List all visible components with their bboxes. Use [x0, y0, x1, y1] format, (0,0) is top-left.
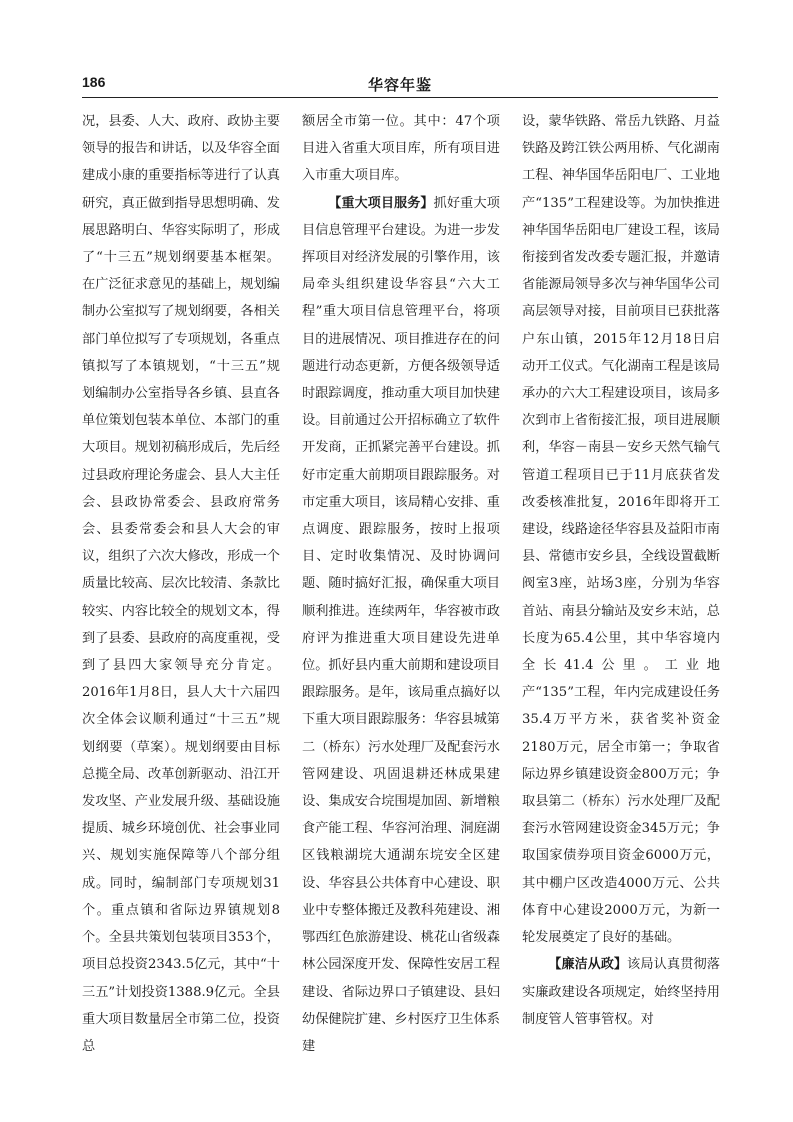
text-column-1 [82, 108, 280, 1108]
page-number: 186 [82, 74, 106, 90]
paragraph: 设，蒙华铁路、常岳九铁路、月益铁路及跨江铁公两用桥、气化湖南工程、神华国华岳阳电厂、工业地产“135”工程建设等。为加快推进神华国华岳阳电厂建设工程，该局衔接到省发改委专题汇报，并邀请省能源局领导多次与神华国华公司高层领导对接，目前项目已获批落户东山镇，2015年12月18日启动开工仪式。气化湖南工程是该局承办的六大工程建设项目，该局多次到市上省衔接汇报，项目进展顺利，华容－南县－安乡天然气输气管道工程项目已于11月底获省发改委核准批复，2016年即将开工建设，线路途径华容县及益阳市南县、常德市安乡县，全线设置截断阀室3座，站场3座，分别为华容首站、南县分输站及安乡末站，总长度为65.4公里，其中华容境内全长41.4公里。工业地产“135”工程，年内完成建设任务35.4万平方米，获省奖补资金2180万元，居全市第一；争取省际边界乡镇建设资金800万元；争取县第二（桥东）污水处理厂及配套污水管网建设资金345万元；争取国家债券项目资金6000万元，其中棚户区改造4000万元、公共体育中心建设2000万元，为新一轮发展奠定了良好的基础。 [522, 114, 720, 946]
paragraph-major-project-service [302, 190, 500, 1061]
section-heading: 【重大项目服务】 [328, 195, 434, 211]
text-column-2 [302, 108, 500, 1108]
paragraph-clean-governance [522, 951, 720, 1033]
paragraph: 况，县委、人大、政府、政协主要领导的报告和讲话，以及华容全面建成小康的重要指标等进行了认真研究，真正做到指导思想明确、发展思路明白、华容实际明了，形成了“十三五”规划纲要基本框架。在广泛征求意见的基础上，规划编制办公室拟写了规划纲要，各相关部门单位拟写了专项规划，各重点镇拟写了本镇规划，“十三五”规划编制办公室指导各乡镇、县直各单位策划包装本单位、本部门的重大项目。规划初稿形成后，先后经过县政府理论务虚会、县人大主任会、县政协常委会、县政府常务会、县委常委会和县人大会的审议，组织了六次大修改，形成一个质量比较高、层次比较清、条款比较实、内容比较全的规划文本，得到了县委、县政府的高度重视，受到了县四大家领导充分肯定。2016年1月8日，县人大十六届四次全体会议顺利通过“十三五”规划纲要（草案）。规划纲要由目标总揽全局、改革创新驱动、沿江开发攻坚、产业发展升级、基础设施提质、城乡环境创优、社会事业同兴、规划实施保障等八个部分组成。同时，编制部门专项规划31个。重点镇和省际边界镇规划8个。全县共策划包装项目353个，项目总投资2343.5亿元，其中“十三五”计划投资1388.9亿元。全县重大项目数量居全市第二位，投资总 [82, 114, 280, 1054]
paragraph: 额居全市第一位。其中：47个项目进入省重大项目库，所有项目进入市重大项目库。 [302, 114, 500, 184]
paragraph-body: 抓好重大项目信息管理平台建设。为进一步发挥项目对经济发展的引擎作用，该局牵头组织建设华容县“六大工程”重大项目信息管理平台，将项目的进展情况、项目推进存在的问题进行动态更新，方便各级领导适时跟踪调度，推动重大项目加快建设。目前通过公开招标确立了软件开发商，正抓紧完善平台建设。抓好市定重大前期项目跟踪服务。对市定重大项目，该局精心安排、重点调度、跟踪服务，按时上报项目、定时收集情况、及时协调问题、随时搞好汇报，确保重大项目顺利推进。连续两年，华容被市政府评为推进重大项目建设先进单位。抓好县内重大前期和建设项目跟踪服务。是年，该局重点搞好以下重大项目跟踪服务：华容县城第二（桥东）污水处理厂及配套污水管网建设、巩固退耕还林成果建设、集成安合垸围堤加固、新增粮食产能工程、华容河治理、洞庭湖区钱粮湖垸大通湖东垸安全区建设、华容县公共体育中心建设、职业中专整体搬迁及教科苑建设、湘鄂西红色旅游建设、桃花山省级森林公园深度开发、保障性安居工程建设、省际边界口子镇建设、县妇幼保健院扩建、乡村医疗卫生体系建 [302, 195, 500, 1054]
paragraph-body: 该局认真贯彻落实廉政建设各项规定，始终坚持用制度管人管事管权。对 [522, 957, 720, 1027]
page-header [82, 74, 718, 98]
text-column-3 [522, 108, 720, 1108]
section-heading: 【廉洁从政】 [548, 957, 628, 973]
header-divider [82, 97, 718, 98]
page-title: 华容年鉴 [367, 76, 432, 94]
